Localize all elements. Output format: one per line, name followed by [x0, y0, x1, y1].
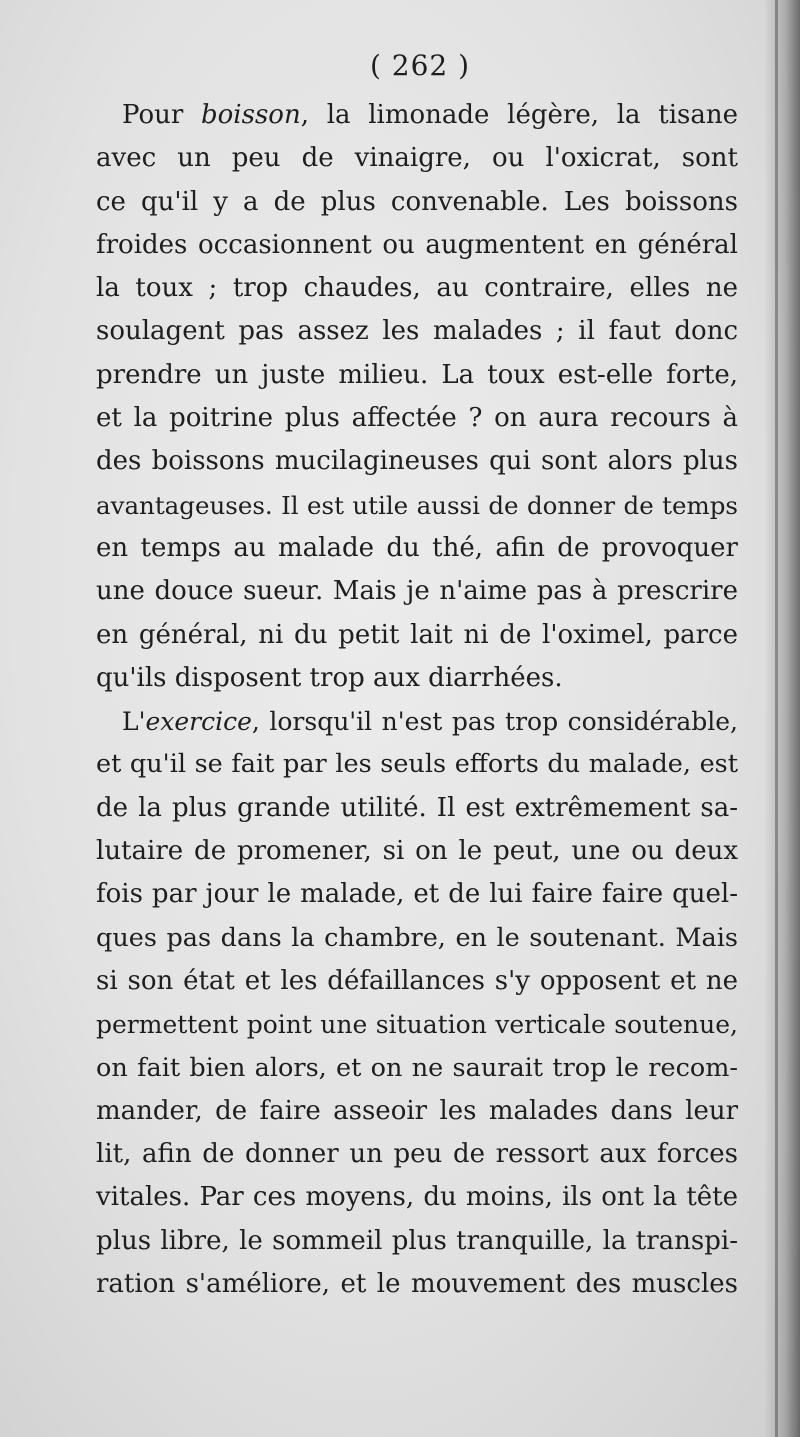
text-line: mander, de faire asseoir les malades dans leur [96, 1095, 738, 1126]
text-line: des boissons mucilagineuses qui sont alors plus [96, 446, 738, 477]
page-binding-line [775, 0, 778, 1437]
text-line: on fait bien alors, et on ne saurait trop le recom- [96, 1052, 738, 1083]
text-line: ce qu'il y a de plus convenable. Les boissons [96, 186, 738, 217]
text-line: en temps au malade du thé, afin de provoquer [96, 532, 738, 563]
text-line: ques pas dans la chambre, en le soutenant. Mais [96, 922, 738, 953]
text-line: L'exercice, lorsqu'il n'est pas trop considérable, [122, 707, 738, 737]
text-line: de la plus grande utilité. Il est extrêmement sa- [96, 792, 738, 823]
text-line: avantageuses. Il est utile aussi de donner de temps [96, 490, 738, 520]
text-line: la toux ; trop chaudes, au contraire, elles ne [96, 273, 738, 304]
text-line: vitales. Par ces moyens, du moins, ils ont la tête [96, 1182, 738, 1213]
page-body [96, 94, 738, 1306]
text-line: avec un peu de vinaigre, ou l'oxicrat, sont [96, 143, 738, 174]
text-line: froides occasionnent ou augmentent en général [96, 229, 738, 260]
page-edge-shadow [764, 0, 800, 1437]
paragraph-exercice [96, 700, 738, 1306]
emphasis-exercice: exercice [145, 707, 252, 737]
text-line: si son état et les défaillances s'y opposent et ne [96, 965, 738, 996]
text-line: et qu'il se fait par les seuls efforts du malade, est [96, 749, 738, 780]
text-line: permettent point une situation verticale soutenue, [96, 1010, 738, 1040]
text-line: soulagent pas assez les malades ; il faut donc [96, 316, 738, 347]
text-line: en général, ni du petit lait ni de l'oximel, parce [96, 619, 738, 650]
text-line: et la poitrine plus affectée ? on aura recours à [96, 403, 738, 434]
text-line: Pour boisson, la limonade légère, la tisane [122, 100, 738, 130]
text-line: prendre un juste milieu. La toux est-elle forte, [96, 359, 738, 390]
page-number: ( 262 ) [369, 49, 471, 82]
text-line: une douce sueur. Mais je n'aime pas à prescrire [96, 576, 738, 607]
text-line-last: qu'ils disposent trop aux diarrhées. [96, 662, 563, 693]
text-line: ration s'améliore, et le mouvement des muscles [96, 1269, 738, 1300]
emphasis-boisson: boisson [201, 100, 301, 130]
text-line: plus libre, le sommeil plus tranquille, la transpi- [96, 1225, 738, 1256]
text-line: fois par jour le malade, et de lui faire faire quel- [96, 879, 738, 910]
paragraph-boisson [96, 94, 738, 700]
text-line: lutaire de promener, si on le peut, une ou deux [96, 836, 738, 867]
text-line: lit, afin de donner un peu de ressort aux forces [96, 1139, 738, 1170]
